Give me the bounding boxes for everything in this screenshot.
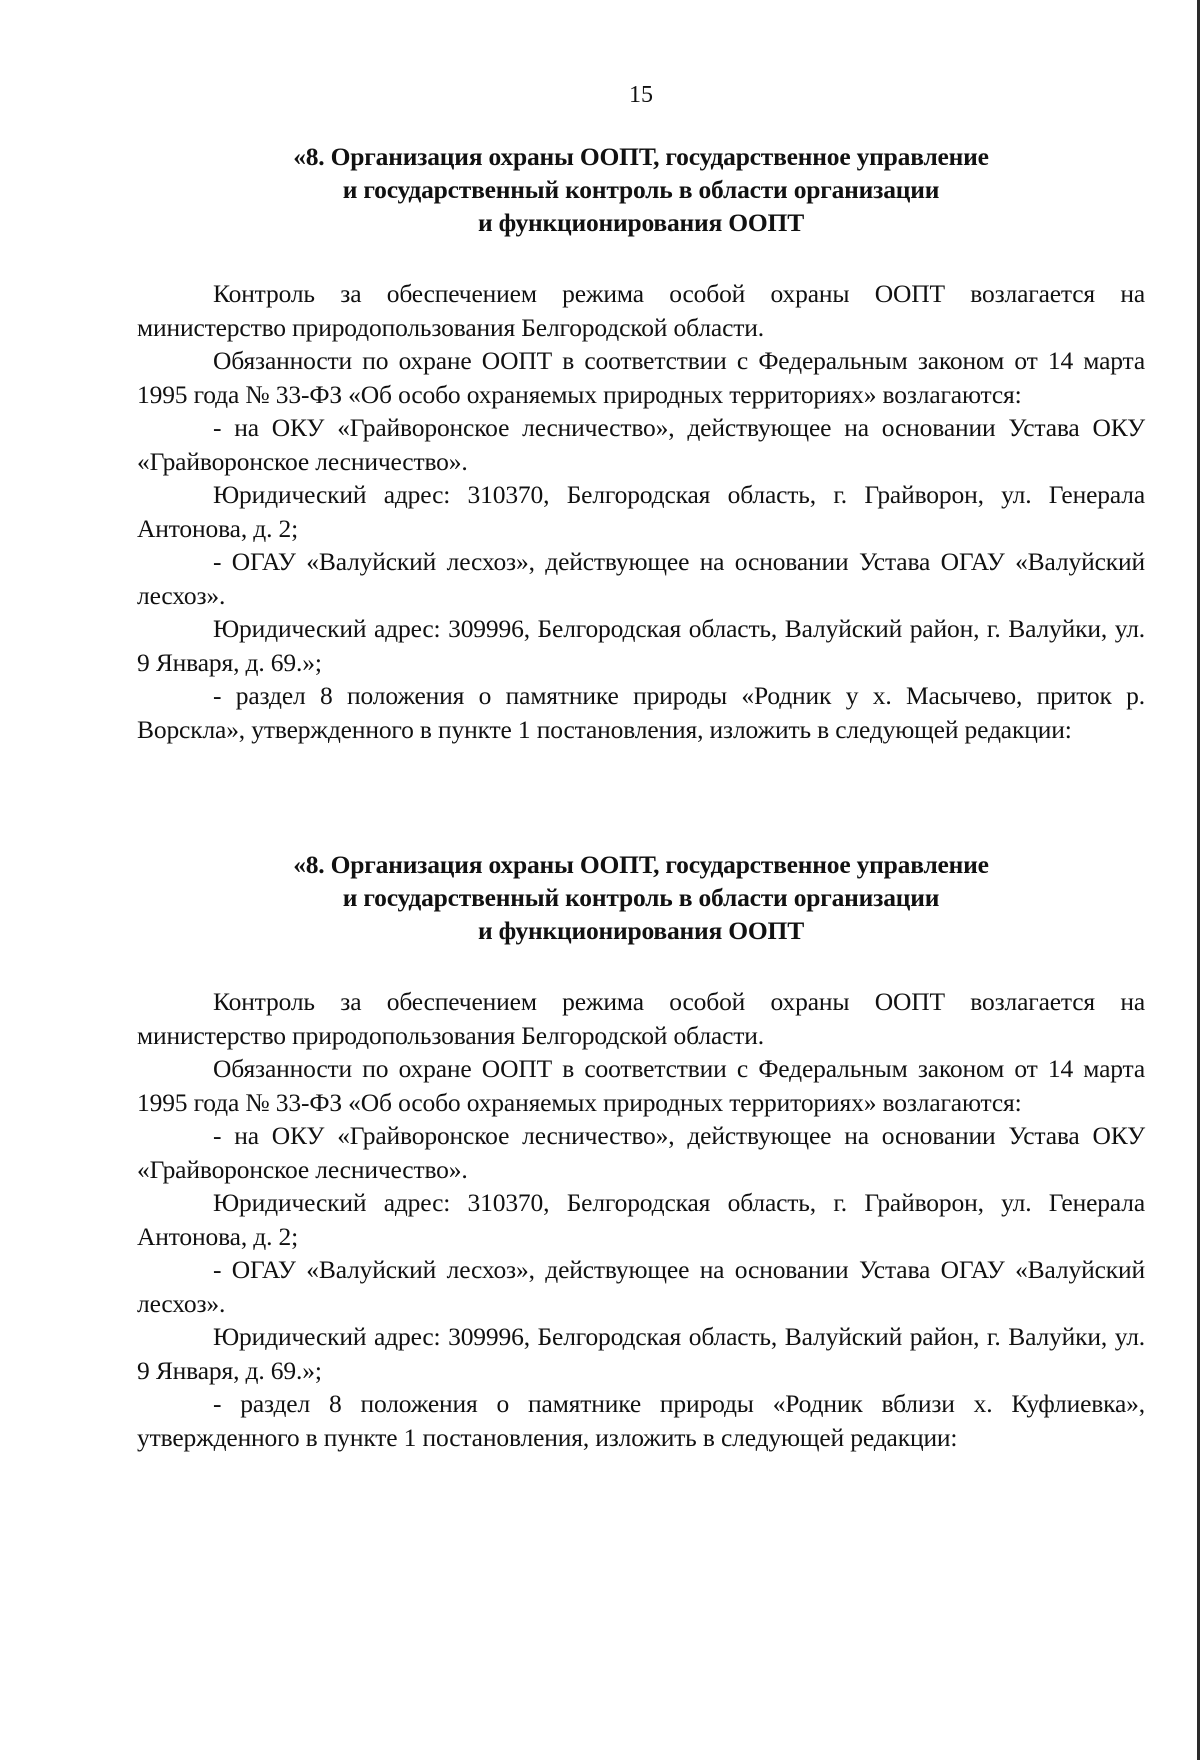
- section-2-heading-line-3: и функционирования ООПТ: [477, 916, 805, 945]
- section-1-paragraph-3: - на ОКУ «Грайворонское лесничество», действующее на основании Устава ОКУ «Грайворонское лесничество».: [137, 413, 1145, 476]
- section-1-heading: [137, 140, 1145, 239]
- section-1-heading-line-2: и государственный контроль в области организации: [342, 175, 940, 204]
- section-2-paragraph-2: Обязанности по охране ООПТ в соответствии с Федеральным законом от 14 марта 1995 года № 33-ФЗ «Об особо охраняемых природных территориях» возлагаются:: [137, 1054, 1145, 1117]
- section-1-paragraph-7: - раздел 8 положения о памятнике природы «Родник у х. Масычево, приток р. Ворскла», утвержденного в пункте 1 постановления, изложить в следующей редакции:: [137, 681, 1145, 744]
- section-1-paragraph-6: Юридический адрес: 309996, Белгородская область, Валуйский район, г. Валуйки, ул. 9 Января, д. 69.»;: [137, 614, 1145, 677]
- section-2-paragraph-4: Юридический адрес: 310370, Белгородская область, г. Грайворон, ул. Генерала Антонова, д. 2;: [137, 1188, 1145, 1251]
- page-number: 15: [629, 82, 653, 108]
- section-1-heading-line-1: «8. Организация охраны ООПТ, государственное управление: [293, 142, 989, 171]
- section-2-paragraph-6: Юридический адрес: 309996, Белгородская область, Валуйский район, г. Валуйки, ул. 9 Января, д. 69.»;: [137, 1322, 1145, 1385]
- section-1-paragraph-2: Обязанности по охране ООПТ в соответствии с Федеральным законом от 14 марта 1995 года № 33-ФЗ «Об особо охраняемых природных территориях» возлагаются:: [137, 346, 1145, 409]
- section-1-heading-line-3: и функционирования ООПТ: [477, 208, 805, 237]
- section-2-paragraph-3: - на ОКУ «Грайворонское лесничество», действующее на основании Устава ОКУ «Грайворонское лесничество».: [137, 1121, 1145, 1184]
- section-1-paragraph-5: - ОГАУ «Валуйский лесхоз», действующее на основании Устава ОГАУ «Валуйский лесхоз».: [137, 547, 1145, 610]
- section-2-paragraph-1: Контроль за обеспечением режима особой охраны ООПТ возлагается на министерство природопользования Белгородской области.: [137, 987, 1145, 1050]
- section-2-heading-line-1: «8. Организация охраны ООПТ, государственное управление: [293, 850, 989, 879]
- section-1-paragraph-1: Контроль за обеспечением режима особой охраны ООПТ возлагается на министерство природопользования Белгородской области.: [137, 279, 1145, 342]
- section-2-heading-line-2: и государственный контроль в области организации: [342, 883, 940, 912]
- section-1: [137, 140, 1145, 746]
- section-2-paragraph-7: - раздел 8 положения о памятнике природы «Родник вблизи х. Куфлиевка», утвержденного в пункте 1 постановления, изложить в следующей редакции:: [137, 1389, 1145, 1452]
- section-2-paragraph-5: - ОГАУ «Валуйский лесхоз», действующее на основании Устава ОГАУ «Валуйский лесхоз».: [137, 1255, 1145, 1318]
- section-1-paragraph-4: Юридический адрес: 310370, Белгородская область, г. Грайворон, ул. Генерала Антонова, д. 2;: [137, 480, 1145, 543]
- section-2-heading: [137, 848, 1145, 947]
- section-2: [137, 848, 1145, 1454]
